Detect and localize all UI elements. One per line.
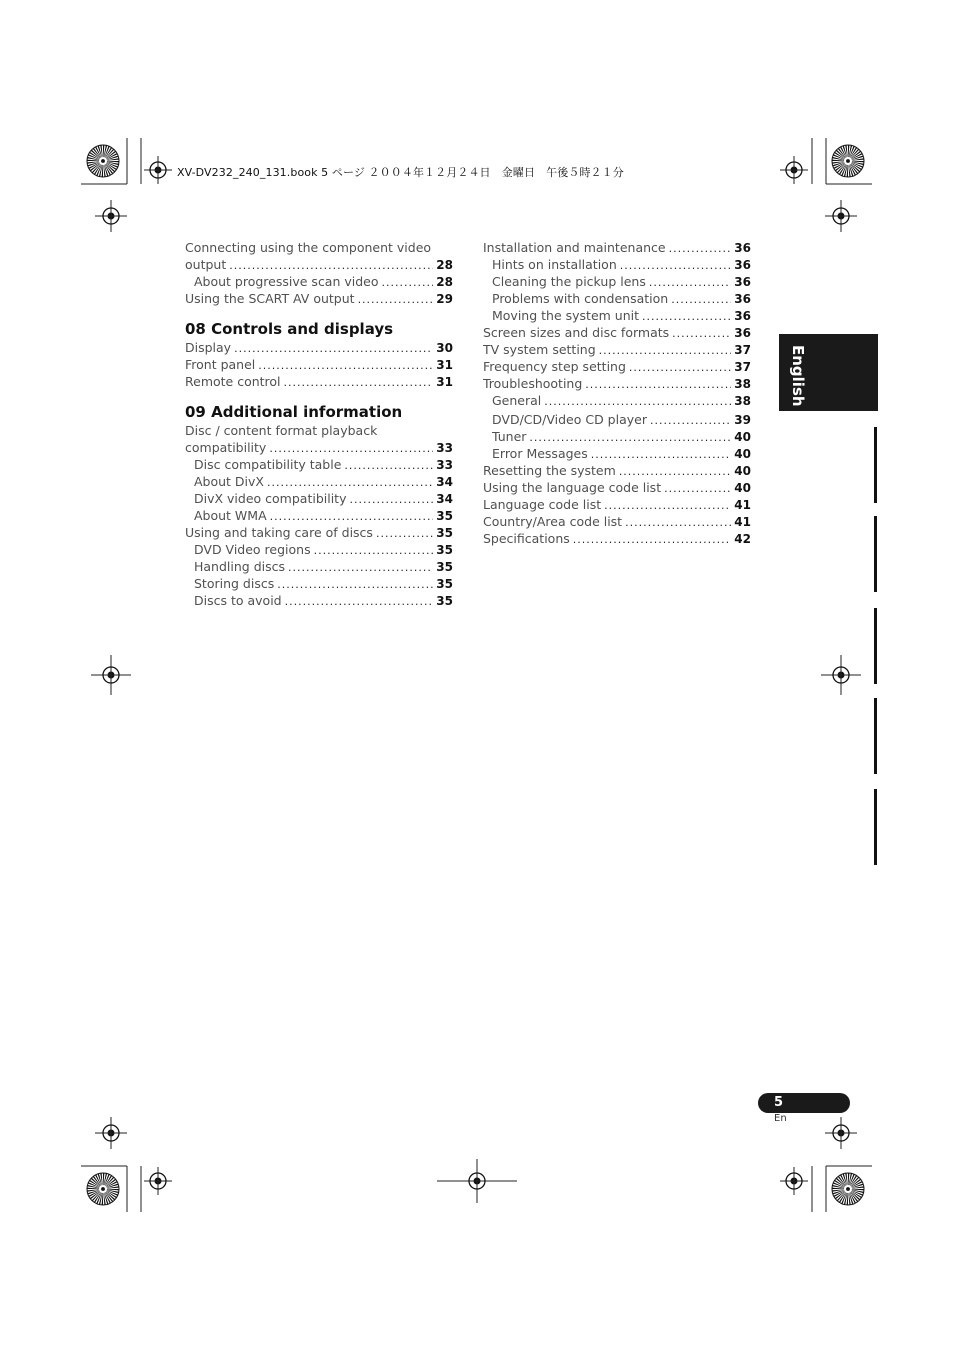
dot-leader <box>650 412 731 429</box>
toc-entry-title: Using the SCART AV output <box>185 291 355 306</box>
toc-entry-title: Error Messages <box>492 446 588 461</box>
toc-entry-title: Hints on installation <box>492 257 617 272</box>
dot-leader <box>269 440 433 457</box>
dot-leader <box>591 446 732 463</box>
page-language-code: En <box>774 1113 787 1124</box>
toc-entry-title: About DivX <box>194 474 264 489</box>
toc-page-number: 40 <box>734 481 751 495</box>
toc-entry-title: Specifications <box>483 531 570 546</box>
toc-entry[interactable] <box>185 490 453 507</box>
toc-entry-title: Country/Area code list <box>483 514 623 529</box>
toc-entry-title: DVD Video regions <box>194 542 311 557</box>
toc-column-left <box>185 239 453 609</box>
edge-thumb-bar <box>874 789 877 865</box>
edge-thumb-bar <box>874 427 877 503</box>
toc-entry-title: DVD/CD/Video CD player <box>492 412 647 427</box>
toc-page-number: 37 <box>734 360 751 374</box>
toc-page-number: 38 <box>734 394 751 408</box>
toc-entry-title: Tuner <box>492 429 527 444</box>
toc-entry[interactable] <box>185 592 453 609</box>
toc-entry[interactable] <box>483 496 751 513</box>
toc-page-number: 35 <box>436 594 453 608</box>
dot-leader <box>382 274 434 291</box>
dot-leader <box>285 593 434 610</box>
toc-entry-title: Front panel <box>185 357 256 372</box>
toc-entry-title: TV system setting <box>483 342 596 357</box>
toc-page-number: 31 <box>436 375 453 389</box>
toc-entry[interactable] <box>185 541 453 558</box>
dot-leader <box>277 576 433 593</box>
toc-page-number: 34 <box>436 475 453 489</box>
toc-page-number: 33 <box>436 441 453 455</box>
toc-entry[interactable] <box>185 290 453 307</box>
language-label: English <box>789 345 807 407</box>
toc-entry[interactable] <box>483 411 751 428</box>
dot-leader <box>229 257 433 274</box>
toc-entry-title: About progressive scan video <box>194 274 379 289</box>
toc-page-number: 29 <box>436 292 453 306</box>
toc-entry-title: DivX video compatibility <box>194 491 347 506</box>
dot-leader <box>585 376 731 393</box>
toc-page-number: 42 <box>734 532 751 546</box>
toc-page-number: 35 <box>436 543 453 557</box>
toc-page-number: 31 <box>436 358 453 372</box>
toc-entry[interactable] <box>185 558 453 575</box>
toc-page-number: 41 <box>734 498 751 512</box>
toc-entry[interactable] <box>483 513 751 530</box>
dot-leader <box>267 474 433 491</box>
toc-page-number: 40 <box>734 430 751 444</box>
toc-entry-title-line: Disc / content format playback <box>185 423 378 438</box>
dot-leader <box>258 357 433 374</box>
toc-entry[interactable] <box>185 339 453 356</box>
toc-entry[interactable] <box>185 575 453 592</box>
toc-page-number: 36 <box>734 292 751 306</box>
toc-entry[interactable] <box>483 256 751 273</box>
dot-leader <box>642 308 731 325</box>
toc-entry-title: Using and taking care of discs <box>185 525 373 540</box>
toc-page-number: 36 <box>734 258 751 272</box>
toc-entry[interactable] <box>483 341 751 358</box>
toc-entry[interactable] <box>483 479 751 496</box>
toc-entry-title: Using the language code list <box>483 480 662 495</box>
toc-entry[interactable] <box>483 290 751 307</box>
toc-entry-title: Storing discs <box>194 576 275 591</box>
toc-entry[interactable] <box>483 462 751 479</box>
section-gap <box>185 307 453 319</box>
toc-entry[interactable] <box>185 439 453 456</box>
toc-page-number: 35 <box>436 560 453 574</box>
page-number: 5 <box>774 1095 784 1110</box>
toc-page-number: 40 <box>734 447 751 461</box>
dot-leader <box>529 429 731 446</box>
toc-entry-title: output <box>185 257 227 272</box>
toc-page-number: 41 <box>734 515 751 529</box>
toc-entry[interactable] <box>483 239 751 256</box>
toc-page-number: 36 <box>734 309 751 323</box>
toc-page-number: 28 <box>436 275 453 289</box>
dot-leader <box>288 559 433 576</box>
toc-entry-title: Disc compatibility table <box>194 457 342 472</box>
dot-leader <box>376 525 433 542</box>
toc-page-number: 36 <box>734 275 751 289</box>
toc-entry-title: General <box>492 393 542 408</box>
toc-entry-title: Display <box>185 340 232 355</box>
print-header-slug: XV-DV232_240_131.book 5 ページ ２００４年１２月２４日 金曜日 午後５時２１分 <box>177 166 624 179</box>
toc-entry-title: Moving the system unit <box>492 308 640 323</box>
toc-page-number: 36 <box>734 241 751 255</box>
dot-leader <box>604 497 731 514</box>
dot-leader <box>649 274 731 291</box>
toc-entry-title: Remote control <box>185 374 281 389</box>
dot-leader <box>629 359 731 376</box>
toc-entry[interactable] <box>185 356 453 373</box>
edge-thumb-bar <box>874 698 877 774</box>
toc-entry-title: Discs to avoid <box>194 593 282 608</box>
toc-page-number: 30 <box>436 341 453 355</box>
toc-page-number: 33 <box>436 458 453 472</box>
edge-thumb-bar <box>874 608 877 684</box>
toc-entry-title: Handling discs <box>194 559 285 574</box>
toc-entry[interactable] <box>483 358 751 375</box>
toc-page-number: 34 <box>436 492 453 506</box>
dot-leader <box>544 393 731 410</box>
toc-entry[interactable] <box>185 507 453 524</box>
toc-page-number: 39 <box>734 413 751 427</box>
toc-entry[interactable] <box>483 307 751 324</box>
toc-page-number: 35 <box>436 577 453 591</box>
toc-entry[interactable] <box>185 456 453 473</box>
dot-leader <box>270 508 434 525</box>
toc-page-number: 28 <box>436 258 453 272</box>
toc-entry[interactable] <box>483 324 751 341</box>
toc-entry-title: Language code list <box>483 497 602 512</box>
toc-entry[interactable] <box>185 473 453 490</box>
toc-page-number: 40 <box>734 464 751 478</box>
toc-entry-title: Cleaning the pickup lens <box>492 274 646 289</box>
dot-leader <box>671 291 731 308</box>
toc-entry-title-line: Connecting using the component video <box>185 240 432 255</box>
edge-thumb-bar <box>874 516 877 592</box>
toc-entry-title: Problems with condensation <box>492 291 669 306</box>
dot-leader <box>314 542 434 559</box>
toc-page-number: 38 <box>734 377 751 391</box>
dot-leader <box>358 291 434 308</box>
toc-entry[interactable] <box>483 273 751 290</box>
section-heading: 09 Additional information <box>185 403 403 421</box>
toc-column-right <box>483 239 751 547</box>
dot-leader <box>599 342 732 359</box>
toc-entry[interactable] <box>185 373 453 390</box>
section-heading: 08 Controls and displays <box>185 320 394 338</box>
dot-leader <box>344 457 433 474</box>
toc-page-number: 35 <box>436 509 453 523</box>
language-side-tab-label <box>788 345 810 407</box>
dot-leader <box>672 325 731 342</box>
toc-entry-title: Screen sizes and disc formats <box>483 325 670 340</box>
toc-entry[interactable] <box>483 428 751 445</box>
toc-entry[interactable] <box>185 256 453 273</box>
dot-leader <box>573 531 732 548</box>
dot-leader <box>349 491 433 508</box>
toc-entry[interactable] <box>483 530 751 547</box>
toc-entry[interactable] <box>483 375 751 392</box>
toc-entry-title: Frequency step setting <box>483 359 626 374</box>
dot-leader <box>619 463 731 480</box>
dot-leader <box>620 257 732 274</box>
page-number-badge <box>758 1093 850 1113</box>
section-gap <box>185 390 453 402</box>
toc-entry-title: Installation and maintenance <box>483 240 666 255</box>
toc-entry[interactable] <box>185 273 453 290</box>
toc-entry-title: Resetting the system <box>483 463 616 478</box>
toc-entry-title: About WMA <box>194 508 267 523</box>
dot-leader <box>669 240 732 257</box>
toc-entry-title: Troubleshooting <box>483 376 583 391</box>
toc-page-number: 37 <box>734 343 751 357</box>
toc-page-number: 36 <box>734 326 751 340</box>
dot-leader <box>284 374 434 391</box>
toc-entry[interactable] <box>185 524 453 541</box>
toc-entry[interactable] <box>483 445 751 462</box>
toc-entry-title: compatibility <box>185 440 267 455</box>
toc-page-number: 35 <box>436 526 453 540</box>
dot-leader <box>625 514 731 531</box>
dot-leader <box>234 340 433 357</box>
toc-entry[interactable] <box>483 392 751 409</box>
dot-leader <box>664 480 731 497</box>
